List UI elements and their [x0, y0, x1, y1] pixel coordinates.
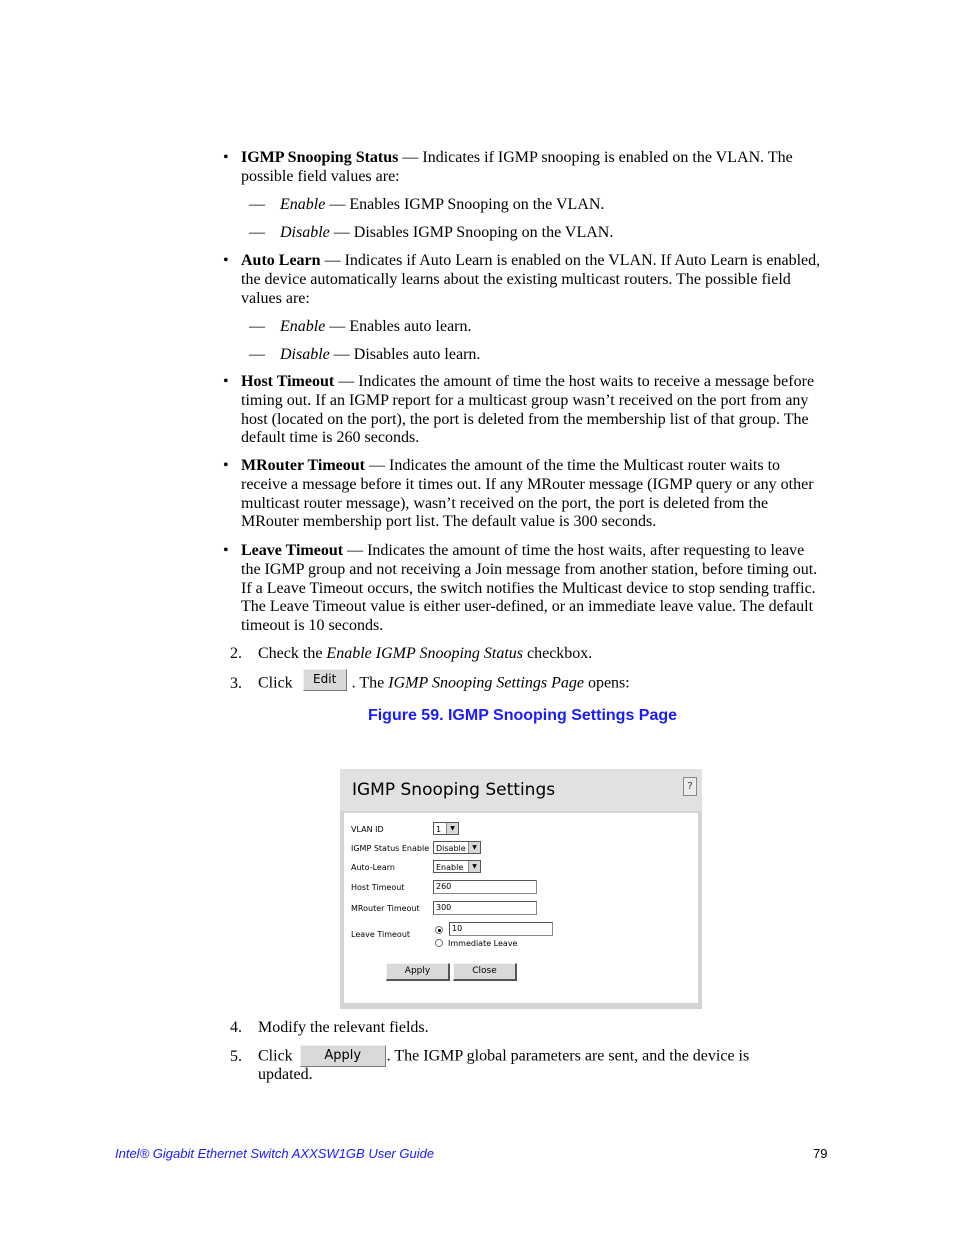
bullet-leave-timeout — [223, 542, 827, 636]
bullet-auto-learn — [223, 252, 827, 308]
term: IGMP Snooping Status — [241, 149, 399, 166]
figure-caption: Figure 59. IGMP Snooping Settings Page — [367, 707, 678, 724]
auto-learn-select[interactable]: Enable ▼ — [433, 860, 481, 873]
bullet-marker: • — [223, 149, 229, 166]
sub-item: — Disable — Disables auto learn. — [249, 346, 481, 363]
vlan-id-label: VLAN ID — [351, 825, 384, 834]
sub-item: — Enable — Enables auto learn. — [249, 318, 472, 335]
bullet-marker: • — [223, 457, 229, 474]
description: — Indicates if IGMP snooping is enabled on the VLAN. The possible field values are: — [241, 149, 793, 185]
term: Leave Timeout — [241, 542, 344, 559]
panel-title: IGMP Snooping Settings — [352, 780, 556, 800]
sub-item: — Disable — Disables IGMP Snooping on the VLAN. — [249, 224, 614, 241]
bullet-host-timeout — [223, 373, 827, 448]
bullet-marker: • — [223, 542, 229, 559]
page-number: 79 — [813, 1146, 828, 1161]
bullet-mrouter-timeout — [223, 457, 827, 532]
description: — Indicates the amount of time the host waits to receive a message before timing out. If an IGMP report for a multicast group wasn’t received on the port from any host (located on the port), the port is deleted from the membership list of that group. The default time is 260 seconds. — [241, 373, 815, 447]
bullet-igmp-snooping-status — [223, 149, 827, 187]
bullet-marker: • — [223, 252, 229, 269]
vlan-id-select[interactable]: 1 ▼ — [433, 822, 459, 835]
step-3: 3. Click Edit . The IGMP Snooping Settings Page opens: — [230, 673, 630, 695]
step-5: 5. Click Apply . The IGMP global parameters are sent, and the device is — [230, 1046, 749, 1068]
host-timeout-input[interactable]: 260 — [433, 880, 537, 894]
step-2: 2. Check the Enable IGMP Snooping Status checkbox. — [230, 645, 593, 662]
leave-timeout-input[interactable]: 10 — [449, 922, 553, 936]
chevron-down-icon: ▼ — [468, 861, 480, 872]
footer-title: Intel® Gigabit Ethernet Switch AXXSW1GB User Guide — [115, 1146, 435, 1161]
leave-timeout-label: Leave Timeout — [351, 930, 411, 939]
step-5-continued: updated. — [258, 1066, 313, 1083]
apply-button[interactable]: Apply — [386, 963, 450, 981]
term: MRouter Timeout — [241, 457, 365, 474]
close-button[interactable]: Close — [453, 963, 517, 981]
mrouter-timeout-input[interactable]: 300 — [433, 901, 537, 915]
igmp-settings-panel — [340, 769, 702, 1009]
immediate-leave-radio[interactable] — [435, 939, 443, 947]
igmp-status-label: IGMP Status Enable — [351, 844, 430, 853]
igmp-status-select[interactable]: Disable ▼ — [433, 841, 481, 854]
leave-timeout-radio[interactable] — [435, 926, 443, 934]
host-timeout-label: Host Timeout — [351, 883, 405, 892]
description: — Indicates the amount of time the host waits, after requesting to leave the IGMP group and not receiving a Join message from another station, before timing out. If a Leave Timeout occurs, the switch notifies the Multicast device to stop sending traffic. The Leave Timeout value is either user-defined, or an immediate leave value. The default timeout is 10 seconds. — [241, 542, 818, 635]
panel-header — [340, 769, 702, 811]
help-icon[interactable]: ? — [683, 777, 697, 796]
auto-learn-label: Auto-Learn — [351, 863, 395, 872]
mrouter-timeout-label: MRouter Timeout — [351, 904, 420, 913]
chevron-down-icon: ▼ — [468, 842, 480, 853]
chevron-down-icon: ▼ — [446, 823, 458, 834]
panel-form — [344, 813, 698, 1003]
term: Auto Learn — [241, 252, 321, 269]
immediate-leave-label: Immediate Leave — [448, 939, 518, 948]
bullet-marker: • — [223, 373, 229, 390]
edit-button[interactable]: Edit — [303, 669, 347, 691]
term: Host Timeout — [241, 373, 335, 390]
step-4: 4. Modify the relevant fields. — [230, 1019, 429, 1036]
sub-item: — Enable — Enables IGMP Snooping on the VLAN. — [249, 196, 605, 213]
apply-button-inline[interactable]: Apply — [300, 1045, 386, 1067]
description: — Indicates if Auto Learn is enabled on the VLAN. If Auto Learn is enabled, the device automatically learns about the existing multicast routers. The possible field values are: — [241, 252, 821, 307]
description: — Indicates the amount of the time the Multicast router waits to receive a message before it times out. If any MRouter message (IGMP query or any other multicast router message), wasn’t received on the port, the port is deleted from the MRouter membership port list. The default value is 300 seconds. — [241, 457, 814, 531]
